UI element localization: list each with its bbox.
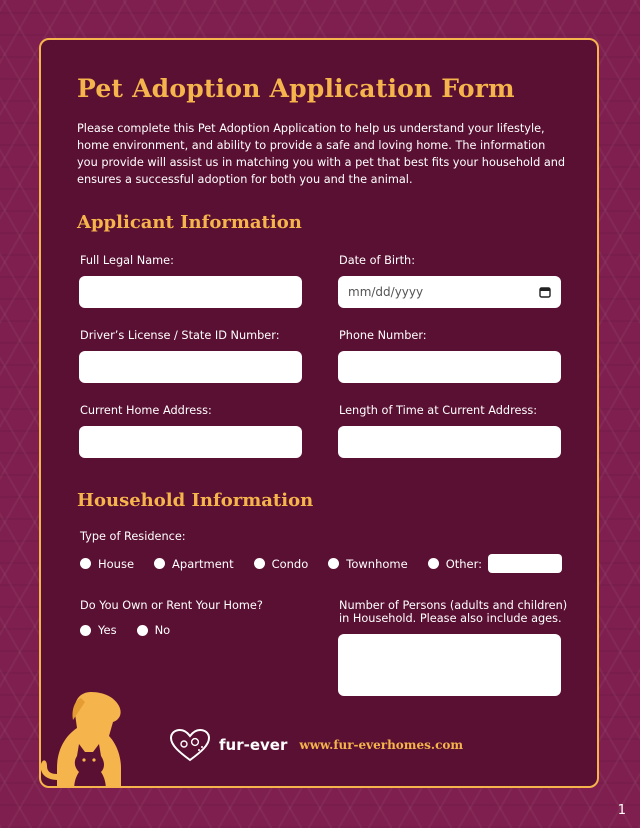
radio-icon[interactable] — [80, 625, 91, 636]
full-name-input[interactable] — [79, 276, 302, 308]
household-heading: Household Information — [77, 490, 314, 511]
persons-label: Number of Persons (adults and children) in Household. Please also include ages. — [339, 599, 568, 625]
persons-input[interactable] — [338, 634, 561, 696]
radio-icon[interactable] — [328, 558, 339, 569]
residence-option-apartment[interactable] — [154, 557, 234, 571]
residence-options — [80, 554, 562, 573]
own-rent-option-yes[interactable] — [80, 623, 117, 637]
calendar-icon[interactable] — [539, 286, 551, 298]
radio-icon[interactable] — [80, 558, 91, 569]
heart-logo-icon — [169, 728, 211, 762]
form-title: Pet Adoption Application Form — [77, 74, 515, 103]
own-rent-option-no[interactable] — [137, 623, 171, 637]
residence-option-label: Townhome — [346, 556, 408, 571]
own-rent-options — [80, 623, 190, 637]
residence-option-other[interactable] — [428, 557, 482, 571]
dob-placeholder: mm/dd/yyyy — [348, 285, 424, 299]
license-label: Driver’s License / State ID Number: — [80, 329, 280, 342]
residence-option-label: House — [98, 556, 135, 571]
radio-icon[interactable] — [154, 558, 165, 569]
residence-option-condo[interactable] — [254, 557, 309, 571]
address-label: Current Home Address: — [80, 404, 212, 417]
applicant-heading: Applicant Information — [77, 212, 302, 233]
residence-option-townhome[interactable] — [328, 557, 407, 571]
residence-option-house[interactable] — [80, 557, 134, 571]
own-rent-label: Do You Own or Rent Your Home? — [80, 599, 263, 612]
full-name-label: Full Legal Name: — [80, 254, 174, 267]
dob-input[interactable] — [338, 276, 561, 308]
own-rent-option-label: No — [154, 623, 171, 637]
own-rent-option-label: Yes — [98, 623, 117, 637]
radio-icon[interactable] — [428, 558, 439, 569]
residence-option-label: Other: — [445, 556, 483, 571]
time-at-address-label: Length of Time at Current Address: — [339, 404, 538, 417]
form-intro: Please complete this Pet Adoption Application to help us understand your lifestyle, home environment, and ability to provide a safe and loving home. The information you provide will assist us in matching you with a pet that best fits your household and ensures a successful adoption for both you and the animal. — [77, 122, 566, 186]
residence-option-label: Apartment — [172, 556, 234, 571]
website-link[interactable]: www.fur-everhomes.com — [299, 738, 464, 752]
footer — [169, 728, 463, 762]
residence-other-input[interactable] — [488, 554, 562, 573]
phone-label: Phone Number: — [339, 329, 427, 342]
license-input[interactable] — [79, 351, 302, 383]
page-number: 1 — [617, 803, 626, 818]
radio-icon[interactable] — [137, 625, 148, 636]
phone-input[interactable] — [338, 351, 561, 383]
dob-label: Date of Birth: — [339, 254, 416, 267]
form-card — [39, 38, 599, 788]
time-at-address-input[interactable] — [338, 426, 561, 458]
radio-icon[interactable] — [254, 558, 265, 569]
address-input[interactable] — [79, 426, 302, 458]
dog-cat-illustration-icon — [39, 684, 131, 788]
brand-name: fur-ever — [219, 736, 288, 754]
residence-label: Type of Residence: — [80, 530, 186, 543]
residence-option-label: Condo — [271, 556, 309, 571]
